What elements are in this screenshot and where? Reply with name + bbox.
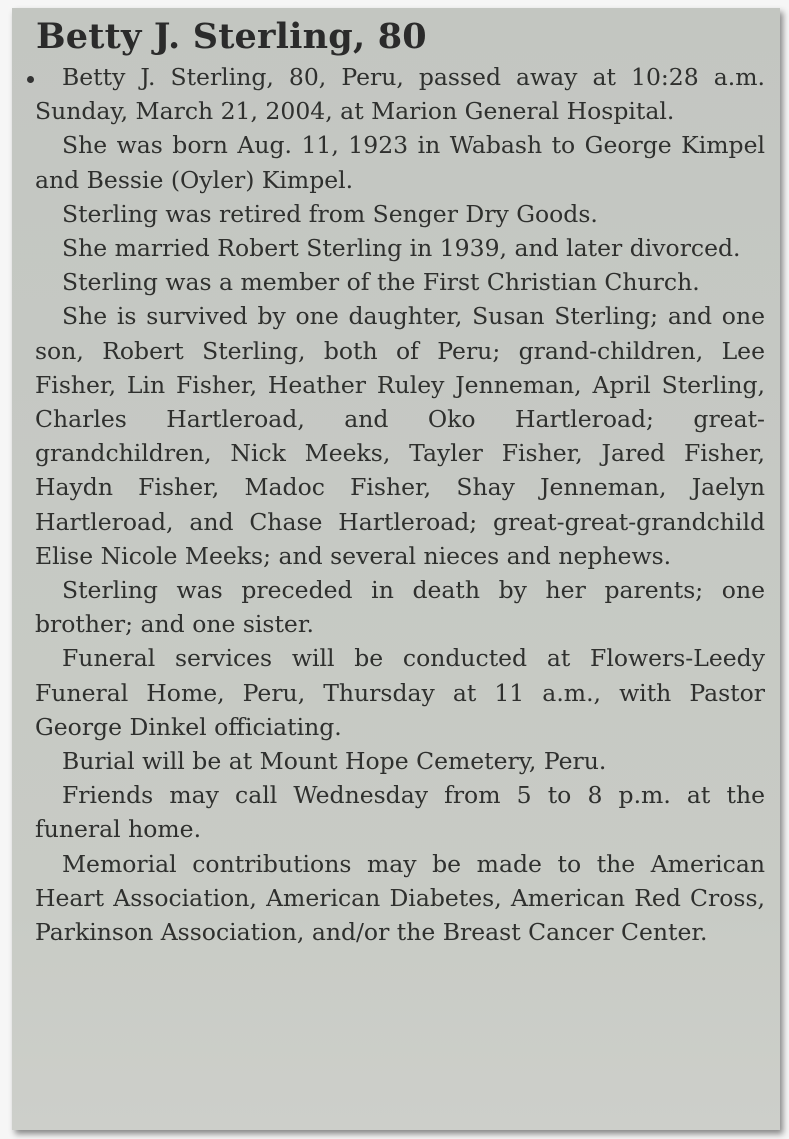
paragraph-survivors: She is survived by one daughter, Susan Sterling; and one son, Robert Sterling, both of Peru; grand-children, Lee Fisher, Lin Fisher, Heather Ruley Jenneman, April Sterling, Charles Hartleroad, and Oko Hartleroad; great-grandchildren, Nick Meeks, Tayler Fisher, Jared Fisher, Haydn Fisher, Madoc Fisher, Shay Jenneman, Jaelyn Hartleroad, and Chase Hartleroad; great-great-grandchild Elise Nicole Meeks; and several nieces and nephews.: [35, 302, 765, 570]
paragraph-birth: She was born Aug. 11, 1923 in Wabash to George Kimpel and Bessie (Oyler) Kimpel.: [35, 131, 765, 194]
paragraph-preceded: Sterling was preceded in death by her parents; one brother; and one sister.: [35, 576, 765, 639]
obituary-headline: Betty J. Sterling, 80: [36, 16, 427, 57]
paragraph-death-notice: Betty J. Sterling, 80, Peru, passed away at 10:28 a.m. Sunday, March 21, 2004, at Marion General Hospital.: [35, 63, 765, 126]
newspaper-clipping: [12, 8, 780, 1130]
print-speck-icon: [27, 76, 34, 83]
paragraph-church: Sterling was a member of the First Christian Church.: [62, 268, 700, 297]
paragraph-visitation: Friends may call Wednesday from 5 to 8 p.m. at the funeral home.: [35, 781, 765, 844]
obituary-body: [35, 60, 765, 949]
paragraph-burial: Burial will be at Mount Hope Cemetery, Peru.: [62, 747, 607, 776]
paragraph-services: Funeral services will be conducted at Flowers-Leedy Funeral Home, Peru, Thursday at 11 a.m., with Pastor George Dinkel officiating.: [35, 644, 765, 741]
paragraph-career: Sterling was retired from Senger Dry Goods.: [62, 199, 598, 228]
paragraph-memorials: Memorial contributions may be made to the American Heart Association, American Diabetes, American Red Cross, Parkinson Association, and/or the Breast Cancer Center.: [35, 849, 765, 947]
paragraph-marriage: She married Robert Sterling in 1939, and later divorced.: [62, 234, 741, 263]
